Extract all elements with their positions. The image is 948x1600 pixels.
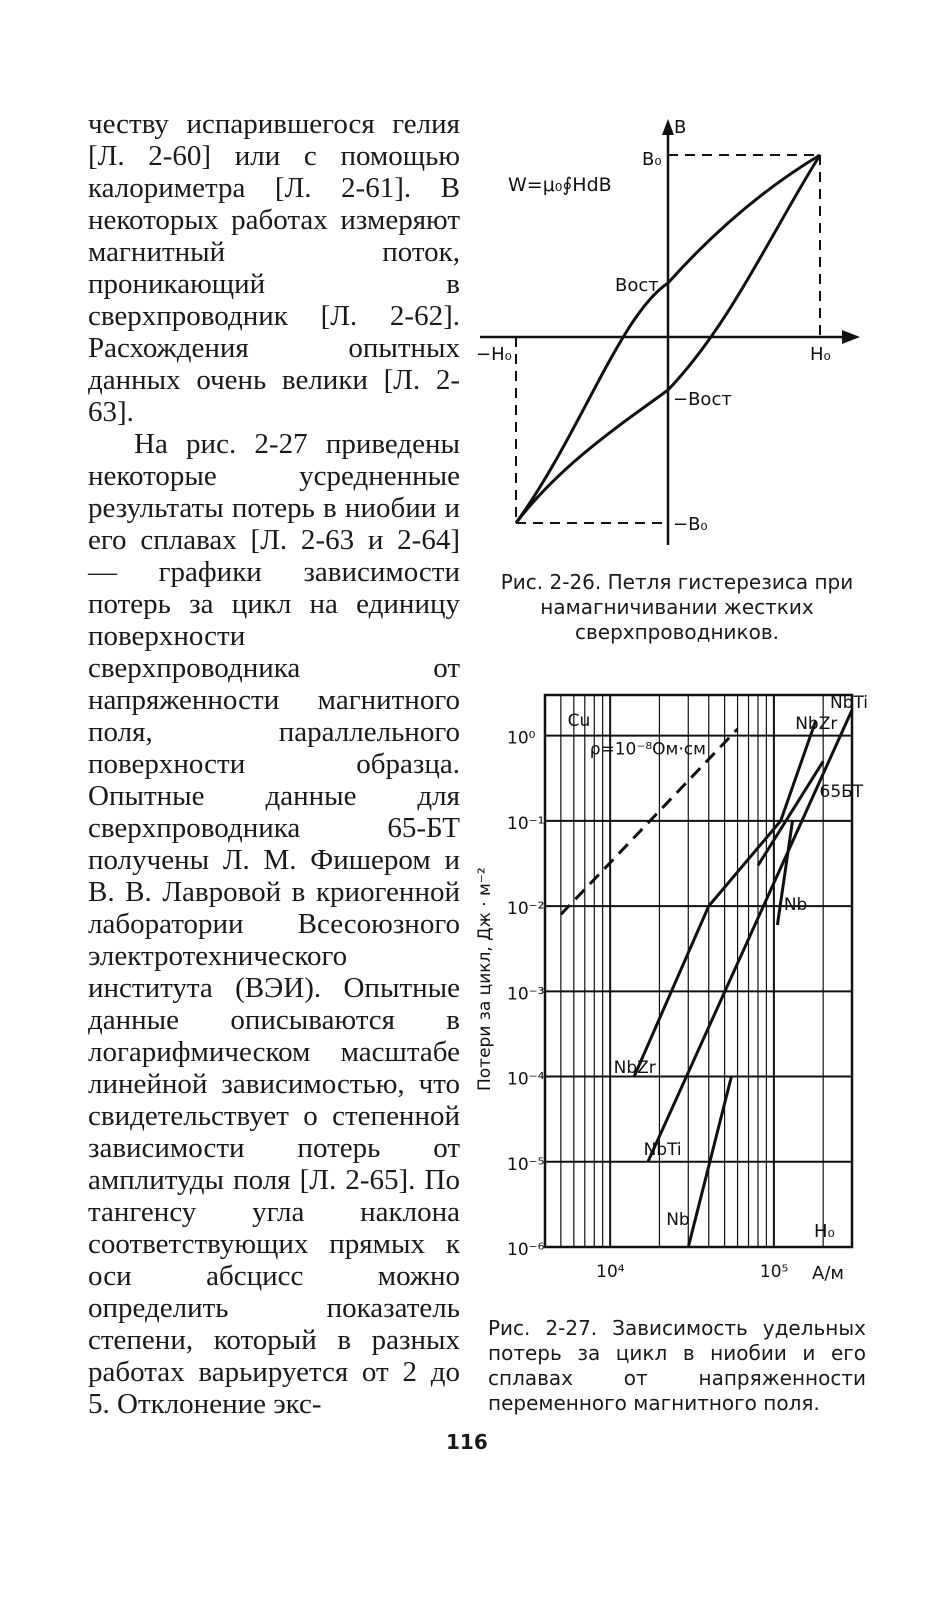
chart-grid — [545, 695, 852, 1247]
chart-frame — [545, 695, 852, 1247]
curve-label-nb_mid: Nb — [783, 895, 808, 916]
curve-label-bt65: 65БТ — [819, 782, 864, 803]
y-tick-label: 10⁻² — [507, 899, 545, 920]
b-axis-arrow — [662, 119, 674, 135]
curve-label-nb_low: Nb — [666, 1210, 690, 1231]
curve-label-nbzr_top: NbZr — [795, 713, 838, 734]
figure-26-caption: Рис. 2-26. Петля гистерезиса при намагничивании жестких сверхпроводников. — [500, 570, 854, 644]
x-tick-label: 10⁴ — [596, 1262, 625, 1282]
y-tick-label: 10⁻⁶ — [507, 1240, 545, 1260]
label-bost: Bост — [615, 275, 659, 296]
x-tick-label: 10⁵ — [759, 1262, 789, 1282]
series-line-1 — [648, 710, 852, 1162]
chart-curves — [561, 710, 852, 1247]
label-h0: H₀ — [810, 344, 831, 365]
paragraph-1: честву испарившегося гелия [Л. 2-60] или с помощью калориметра [Л. 2-61]. В некоторых работах измеряют магнитный поток, проникающий в сверхпроводник [Л. 2-62]. Расхождения опытных данных очень велики [Л. 2-63]. — [88, 108, 460, 428]
curve-label-nbti_top: NbTi — [829, 693, 869, 714]
label-minus-h0: −H₀ — [476, 344, 512, 365]
y-tick-label: 10⁻¹ — [507, 813, 545, 834]
loss-chart — [470, 685, 870, 1295]
h-axis-arrow — [842, 330, 860, 344]
series-line-3 — [758, 761, 823, 865]
formula: W=μ₀∮HdB — [508, 174, 612, 196]
y-tick-label: 10⁻⁵ — [507, 1154, 545, 1175]
label-b0: B₀ — [642, 149, 662, 170]
y-tick-label: 10⁰ — [507, 728, 536, 749]
label-minus-bost: −Bост — [673, 389, 732, 410]
curve-label-rho: ρ=10⁻⁸Ом·см — [589, 739, 706, 760]
label-b: B — [674, 117, 687, 138]
page-number: 116 — [446, 1430, 488, 1454]
hysteresis-figure — [470, 115, 870, 555]
curve-label-nbti_low: NbTi — [643, 1140, 682, 1161]
y-axis-label: Потери за цикл, Дж · м⁻² — [475, 867, 495, 1091]
x-unit-label: А/м — [812, 1263, 844, 1284]
curve-label-cu: Cu — [567, 710, 591, 731]
y-tick-label: 10⁻³ — [507, 984, 545, 1005]
body-text-column — [88, 108, 460, 1420]
label-minus-b0: −B₀ — [673, 514, 708, 535]
figure-27-caption: Рис. 2-27. Зависимость удельных потерь за цикл в ниобии и его сплавах от напряженности переменного магнитного поля. — [488, 1316, 866, 1415]
paragraph-2: На рис. 2-27 приведены некоторые усредненные результаты потерь в ниобии и его сплавах [Л. 2-63 и 2-64] — графики зависимости потерь за цикл на единицу поверхности сверхпроводника от напряженности магнитного поля, параллельного поверхности образца. Опытные данные для сверхпроводника 65-БТ получены Л. М. Фишером и В. В. Лавровой в криогенной лаборатории Всесоюзного электротехнического института (ВЭИ). Опытные данные описываются в логарифмическом масштабе линейной зависимостью, что свидетельствует о степенной зависимости потерь от амплитуды поля [Л. 2-65]. По тангенсу угла наклона соответствующих прямых к оси абсцисс можно определить показатель степени, который в разных работах варьируется от 2 до 5. Отклонение экс- — [88, 428, 460, 1420]
y-tick-label: 10⁻⁴ — [507, 1069, 545, 1090]
x-axis-name: H₀ — [814, 1221, 835, 1242]
curve-label-nbzr_low: NbZr — [613, 1058, 656, 1079]
